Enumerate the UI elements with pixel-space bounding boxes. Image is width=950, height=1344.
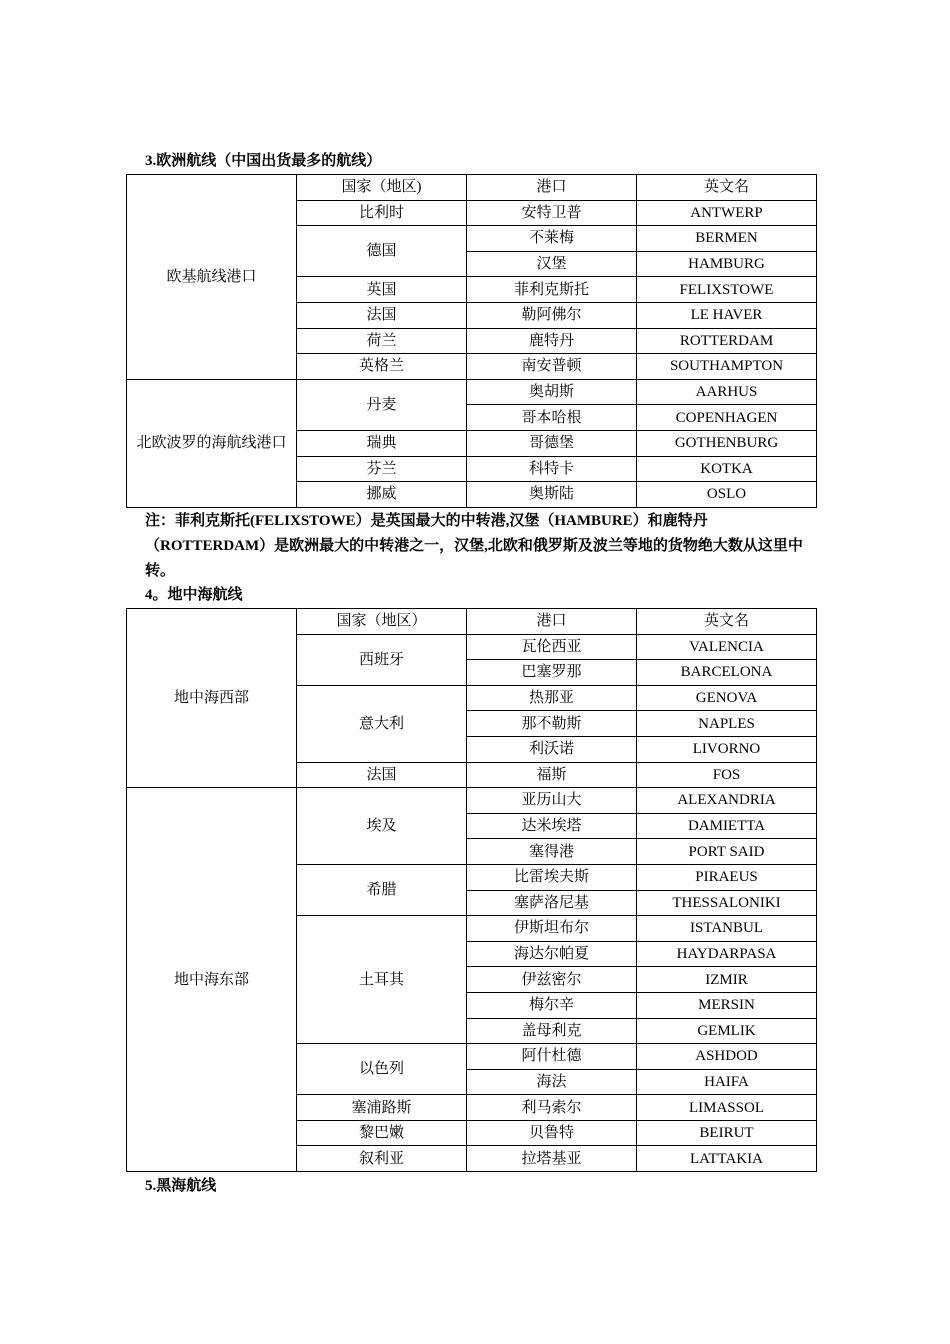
port-en-cell: ALEXANDRIA [637, 788, 817, 814]
port-cn-cell: 哥本哈根 [467, 405, 637, 431]
port-en-cell: BARCELONA [637, 660, 817, 686]
country-cell: 叙利亚 [297, 1146, 467, 1172]
port-cn-cell: 瓦伦西亚 [467, 634, 637, 660]
port-en-cell: ISTANBUL [637, 916, 817, 942]
port-cn-cell: 不莱梅 [467, 226, 637, 252]
country-cell: 英国 [297, 277, 467, 303]
port-cn-cell: 勒阿佛尔 [467, 302, 637, 328]
port-cn-cell: 伊斯坦布尔 [467, 916, 637, 942]
port-cn-cell: 海达尔帕夏 [467, 941, 637, 967]
country-cell: 埃及 [297, 788, 467, 865]
port-en-cell: LATTAKIA [637, 1146, 817, 1172]
port-cn-cell: 利沃诺 [467, 736, 637, 762]
column-header: 港口 [467, 609, 637, 635]
port-en-cell: OSLO [637, 482, 817, 508]
port-en-cell: ANTWERP [637, 200, 817, 226]
port-cn-cell: 盖母利克 [467, 1018, 637, 1044]
country-cell: 荷兰 [297, 328, 467, 354]
port-en-cell: GENOVA [637, 685, 817, 711]
port-en-cell: FOS [637, 762, 817, 788]
country-cell: 西班牙 [297, 634, 467, 685]
port-en-cell: VALENCIA [637, 634, 817, 660]
port-en-cell: GEMLIK [637, 1018, 817, 1044]
port-en-cell: AARHUS [637, 379, 817, 405]
port-cn-cell: 亚历山大 [467, 788, 637, 814]
port-en-cell: BERMEN [637, 226, 817, 252]
port-en-cell: NAPLES [637, 711, 817, 737]
country-cell: 芬兰 [297, 456, 467, 482]
header-row [127, 609, 817, 635]
port-cn-cell: 拉塔基亚 [467, 1146, 637, 1172]
port-en-cell: HAMBURG [637, 251, 817, 277]
port-en-cell: BEIRUT [637, 1120, 817, 1146]
port-cn-cell: 塞得港 [467, 839, 637, 865]
port-cn-cell: 达米埃塔 [467, 813, 637, 839]
table-row [127, 788, 817, 814]
port-en-cell: HAIFA [637, 1069, 817, 1095]
country-cell: 挪威 [297, 482, 467, 508]
column-header: 港口 [467, 175, 637, 201]
port-cn-cell: 奥胡斯 [467, 379, 637, 405]
country-cell: 法国 [297, 302, 467, 328]
port-cn-cell: 梅尔辛 [467, 992, 637, 1018]
port-en-cell: FELIXSTOWE [637, 277, 817, 303]
port-en-cell: LIVORNO [637, 736, 817, 762]
port-cn-cell: 哥德堡 [467, 430, 637, 456]
port-cn-cell: 安特卫普 [467, 200, 637, 226]
country-cell: 塞浦路斯 [297, 1095, 467, 1121]
country-cell: 土耳其 [297, 916, 467, 1044]
country-cell: 英格兰 [297, 354, 467, 380]
country-cell: 丹麦 [297, 379, 467, 430]
note-paragraph: 注：菲利克斯托(FELIXSTOWE）是英国最大的中转港,汉堡（HAMBURE）和鹿特丹（ROTTERDAM）是欧洲最大的中转港之一，汉堡,北欧和俄罗斯及波兰等地的货物绝大数从这里中转。 [145, 513, 803, 579]
port-cn-cell: 鹿特丹 [467, 328, 637, 354]
country-cell: 瑞典 [297, 430, 467, 456]
port-cn-cell: 伊兹密尔 [467, 967, 637, 993]
mediterranean-heading: 4。地中海航线 [145, 587, 243, 603]
region-cell: 北欧波罗的海航线港口 [127, 379, 297, 507]
port-cn-cell: 塞萨洛尼基 [467, 890, 637, 916]
country-cell: 以色列 [297, 1044, 467, 1095]
country-cell: 希腊 [297, 864, 467, 915]
port-cn-cell: 福斯 [467, 762, 637, 788]
port-cn-cell: 阿什杜德 [467, 1044, 637, 1070]
port-cn-cell: 利马索尔 [467, 1095, 637, 1121]
port-en-cell: COPENHAGEN [637, 405, 817, 431]
port-en-cell: PIRAEUS [637, 864, 817, 890]
port-en-cell: THESSALONIKI [637, 890, 817, 916]
column-header: 国家（地区) [297, 175, 467, 201]
country-cell: 德国 [297, 226, 467, 277]
port-cn-cell: 科特卡 [467, 456, 637, 482]
column-header: 国家（地区） [297, 609, 467, 635]
port-en-cell: DAMIETTA [637, 813, 817, 839]
port-cn-cell: 巴塞罗那 [467, 660, 637, 686]
port-cn-cell: 南安普顿 [467, 354, 637, 380]
port-en-cell: LIMASSOL [637, 1095, 817, 1121]
port-en-cell: LE HAVER [637, 302, 817, 328]
column-header: 英文名 [637, 175, 817, 201]
europe-ports-table [126, 174, 817, 508]
blacksea-heading: 5.黑海航线 [145, 1178, 217, 1194]
port-cn-cell: 贝鲁特 [467, 1120, 637, 1146]
country-cell: 法国 [297, 762, 467, 788]
port-en-cell: ROTTERDAM [637, 328, 817, 354]
port-cn-cell: 菲利克斯托 [467, 277, 637, 303]
port-cn-cell: 海法 [467, 1069, 637, 1095]
port-en-cell: KOTKA [637, 456, 817, 482]
region-cell: 地中海东部 [127, 788, 297, 1172]
table-row [127, 379, 817, 405]
region-cell: 欧基航线港口 [127, 175, 297, 380]
country-cell: 比利时 [297, 200, 467, 226]
country-cell: 黎巴嫩 [297, 1120, 467, 1146]
port-en-cell: ASHDOD [637, 1044, 817, 1070]
port-cn-cell: 热那亚 [467, 685, 637, 711]
port-en-cell: GOTHENBURG [637, 430, 817, 456]
port-en-cell: PORT SAID [637, 839, 817, 865]
header-row [127, 175, 817, 201]
port-en-cell: SOUTHAMPTON [637, 354, 817, 380]
port-en-cell: HAYDARPASA [637, 941, 817, 967]
port-cn-cell: 汉堡 [467, 251, 637, 277]
port-en-cell: IZMIR [637, 967, 817, 993]
region-cell: 地中海西部 [127, 609, 297, 788]
column-header: 英文名 [637, 609, 817, 635]
country-cell: 意大利 [297, 685, 467, 762]
port-cn-cell: 比雷埃夫斯 [467, 864, 637, 890]
port-cn-cell: 奥斯陆 [467, 482, 637, 508]
europe-heading: 3.欧洲航线（中国出货最多的航线） [145, 153, 382, 169]
port-cn-cell: 那不勒斯 [467, 711, 637, 737]
port-en-cell: MERSIN [637, 992, 817, 1018]
mediterranean-ports-table [126, 608, 817, 1172]
